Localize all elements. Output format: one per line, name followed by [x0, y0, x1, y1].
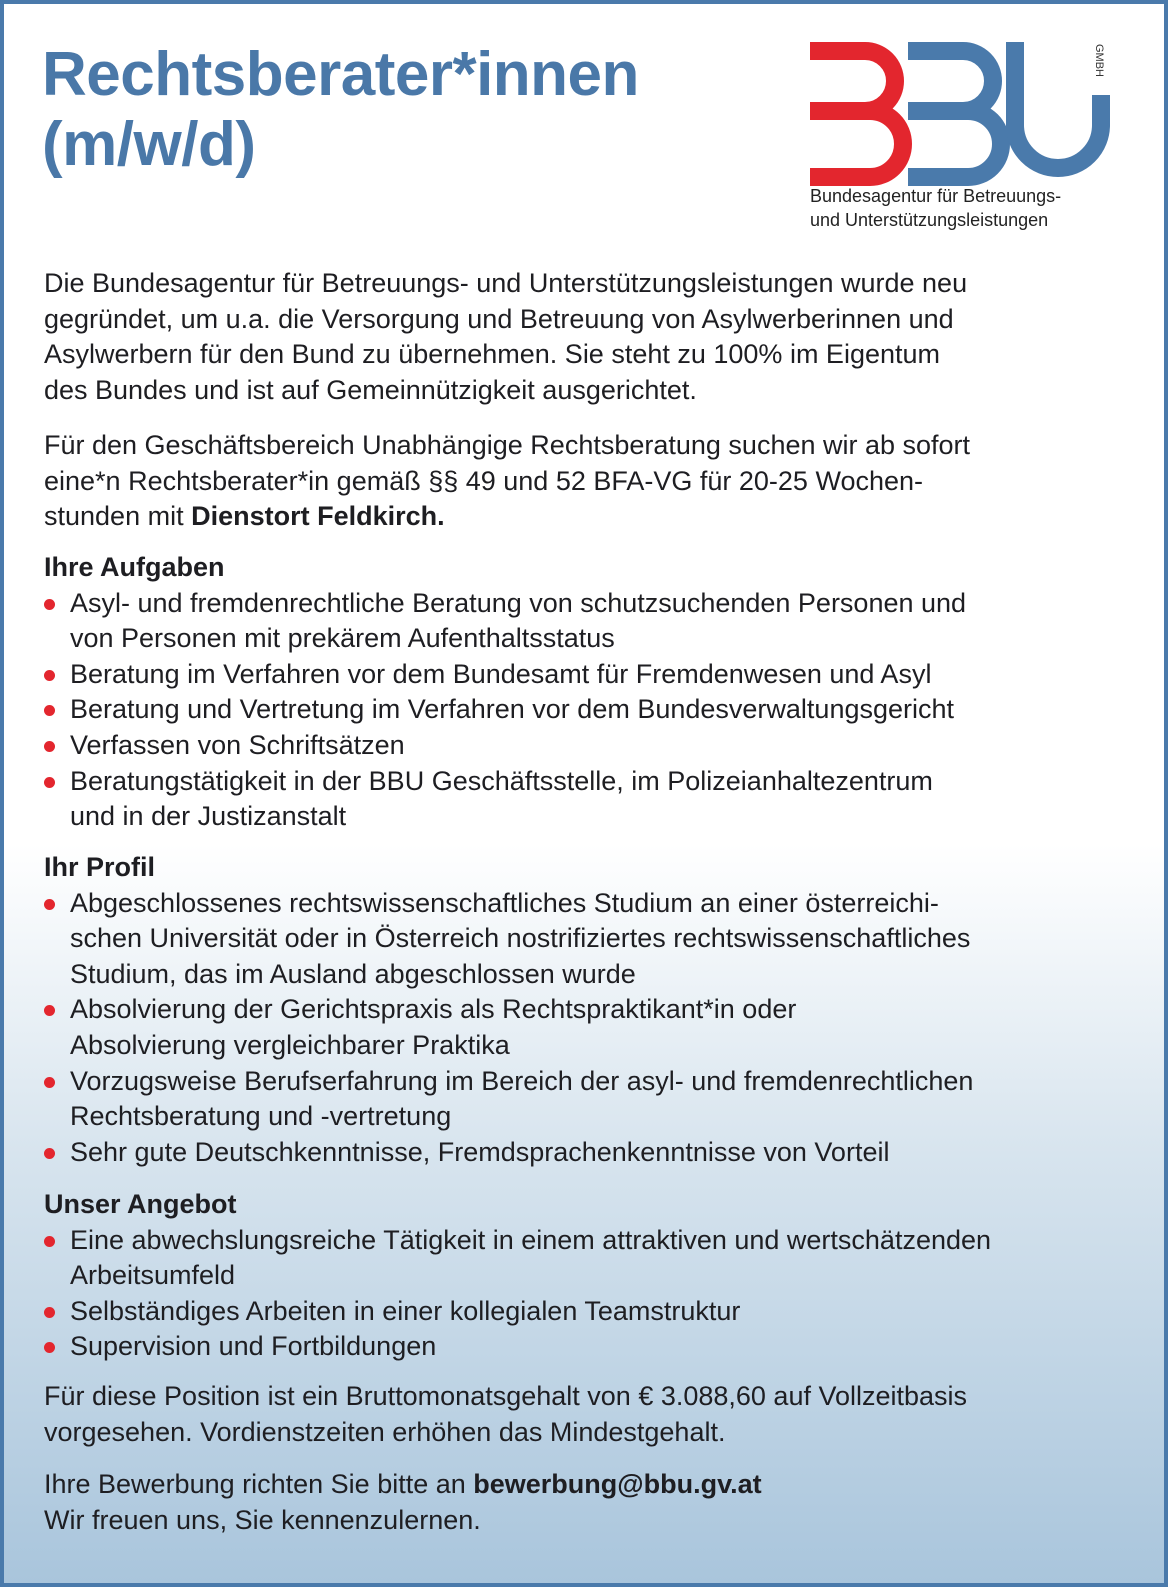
list-item: Selbständiges Arbeiten in einer kollegialen Teamstruktur: [44, 1294, 991, 1330]
job-title: Rechtsberater*innen (m/w/d): [42, 40, 639, 179]
email-link[interactable]: bewerbung@bbu.gv.at: [473, 1469, 762, 1499]
logo-subtitle: Bundesagentur für Betreuungs- und Unterstützungsleistungen: [810, 186, 1062, 230]
bullet-icon: [44, 1077, 55, 1088]
list-item: Beratung im Verfahren vor dem Bundesamt für Fremdenwesen und Asyl: [44, 657, 966, 693]
contact-paragraph: Ihre Bewerbung richten Sie bitte an bewerbung@bbu.gv.at Wir freuen uns, Sie kennenzulernen.: [44, 1469, 762, 1535]
list-item: Verfassen von Schriftsätzen: [44, 728, 966, 764]
list-item: Vorzugsweise Berufserfahrung im Bereich der asyl- und fremdenrechtlichen Rechtsberatung und -vertretung: [44, 1064, 973, 1135]
list-item: Abgeschlossenes rechtswissenschaftliches Studium an einer österreichi- schen Universität oder in Österreich nostrifiziertes rechtswissenschaftliches Studium, das im Ausland abgeschlossen wurde: [44, 886, 973, 993]
list-item: Eine abwechslungsreiche Tätigkeit in einem attraktiven und wertschätzenden Arbeitsumfeld: [44, 1223, 991, 1294]
bullet-icon: [44, 705, 55, 716]
section-profile: [44, 850, 973, 1170]
bullet-icon: [44, 1005, 55, 1016]
section-offer: [44, 1187, 991, 1365]
section-heading: Ihre Aufgaben: [44, 552, 225, 582]
list-item: Sehr gute Deutschkenntnisse, Fremdsprachenkenntnisse von Vorteil: [44, 1135, 973, 1171]
intro-paragraph: Die Bundesagentur für Betreuungs- und Unterstützungsleistungen wurde neu gegründet, um u.a. die Versorgung und Betreuung von Asylwerberinnen und Asylwerbern für den Bund zu übernehmen. Sie steht zu 100% im Eigentum des Bundes und ist auf Gemeinnützigkeit ausgerichtet.: [44, 268, 968, 405]
section-heading: Ihr Profil: [44, 852, 156, 882]
bullet-icon: [44, 599, 55, 610]
list-item: Asyl- und fremdenrechtliche Beratung von schutzsuchenden Personen und von Personen mit prekärem Aufenthaltsstatus: [44, 586, 966, 657]
salary-paragraph: Für diese Position ist ein Bruttomonatsgehalt von € 3.088,60 auf Vollzeitbasis vorgesehen. Vordienstzeiten erhöhen das Mindestgehalt.: [44, 1381, 968, 1447]
bullet-icon: [44, 1236, 55, 1247]
list-item: Beratung und Vertretung im Verfahren vor dem Bundesverwaltungsgericht: [44, 692, 966, 728]
bullet-icon: [44, 741, 55, 752]
bullet-icon: [44, 899, 55, 910]
list-item: Supervision und Fortbildungen: [44, 1329, 991, 1365]
position-paragraph: Für den Geschäftsbereich Unabhängige Rechtsberatung suchen wir ab sofort eine*n Rechtsberater*in gemäß §§ 49 und 52 BFA-VG für 20-25 Wochen- stunden mit Dienstort Feldkirch.: [44, 430, 971, 532]
list-item: Absolvierung der Gerichtspraxis als Rechtspraktikant*in oder Absolvierung vergleichbarer Praktika: [44, 992, 973, 1063]
list-item: Beratungstätigkeit in der BBU Geschäftsstelle, im Polizeianhaltezentrum und in der Justizanstalt: [44, 764, 966, 835]
section-heading: Unser Angebot: [44, 1189, 237, 1219]
bullet-icon: [44, 670, 55, 681]
bullet-icon: [44, 1307, 55, 1318]
bullet-icon: [44, 777, 55, 788]
bullet-icon: [44, 1148, 55, 1159]
work-location: Dienstort Feldkirch.: [191, 501, 445, 532]
section-tasks: [44, 550, 966, 835]
logo-gmbh: GMBH: [1093, 44, 1105, 77]
bullet-icon: [44, 1342, 55, 1353]
